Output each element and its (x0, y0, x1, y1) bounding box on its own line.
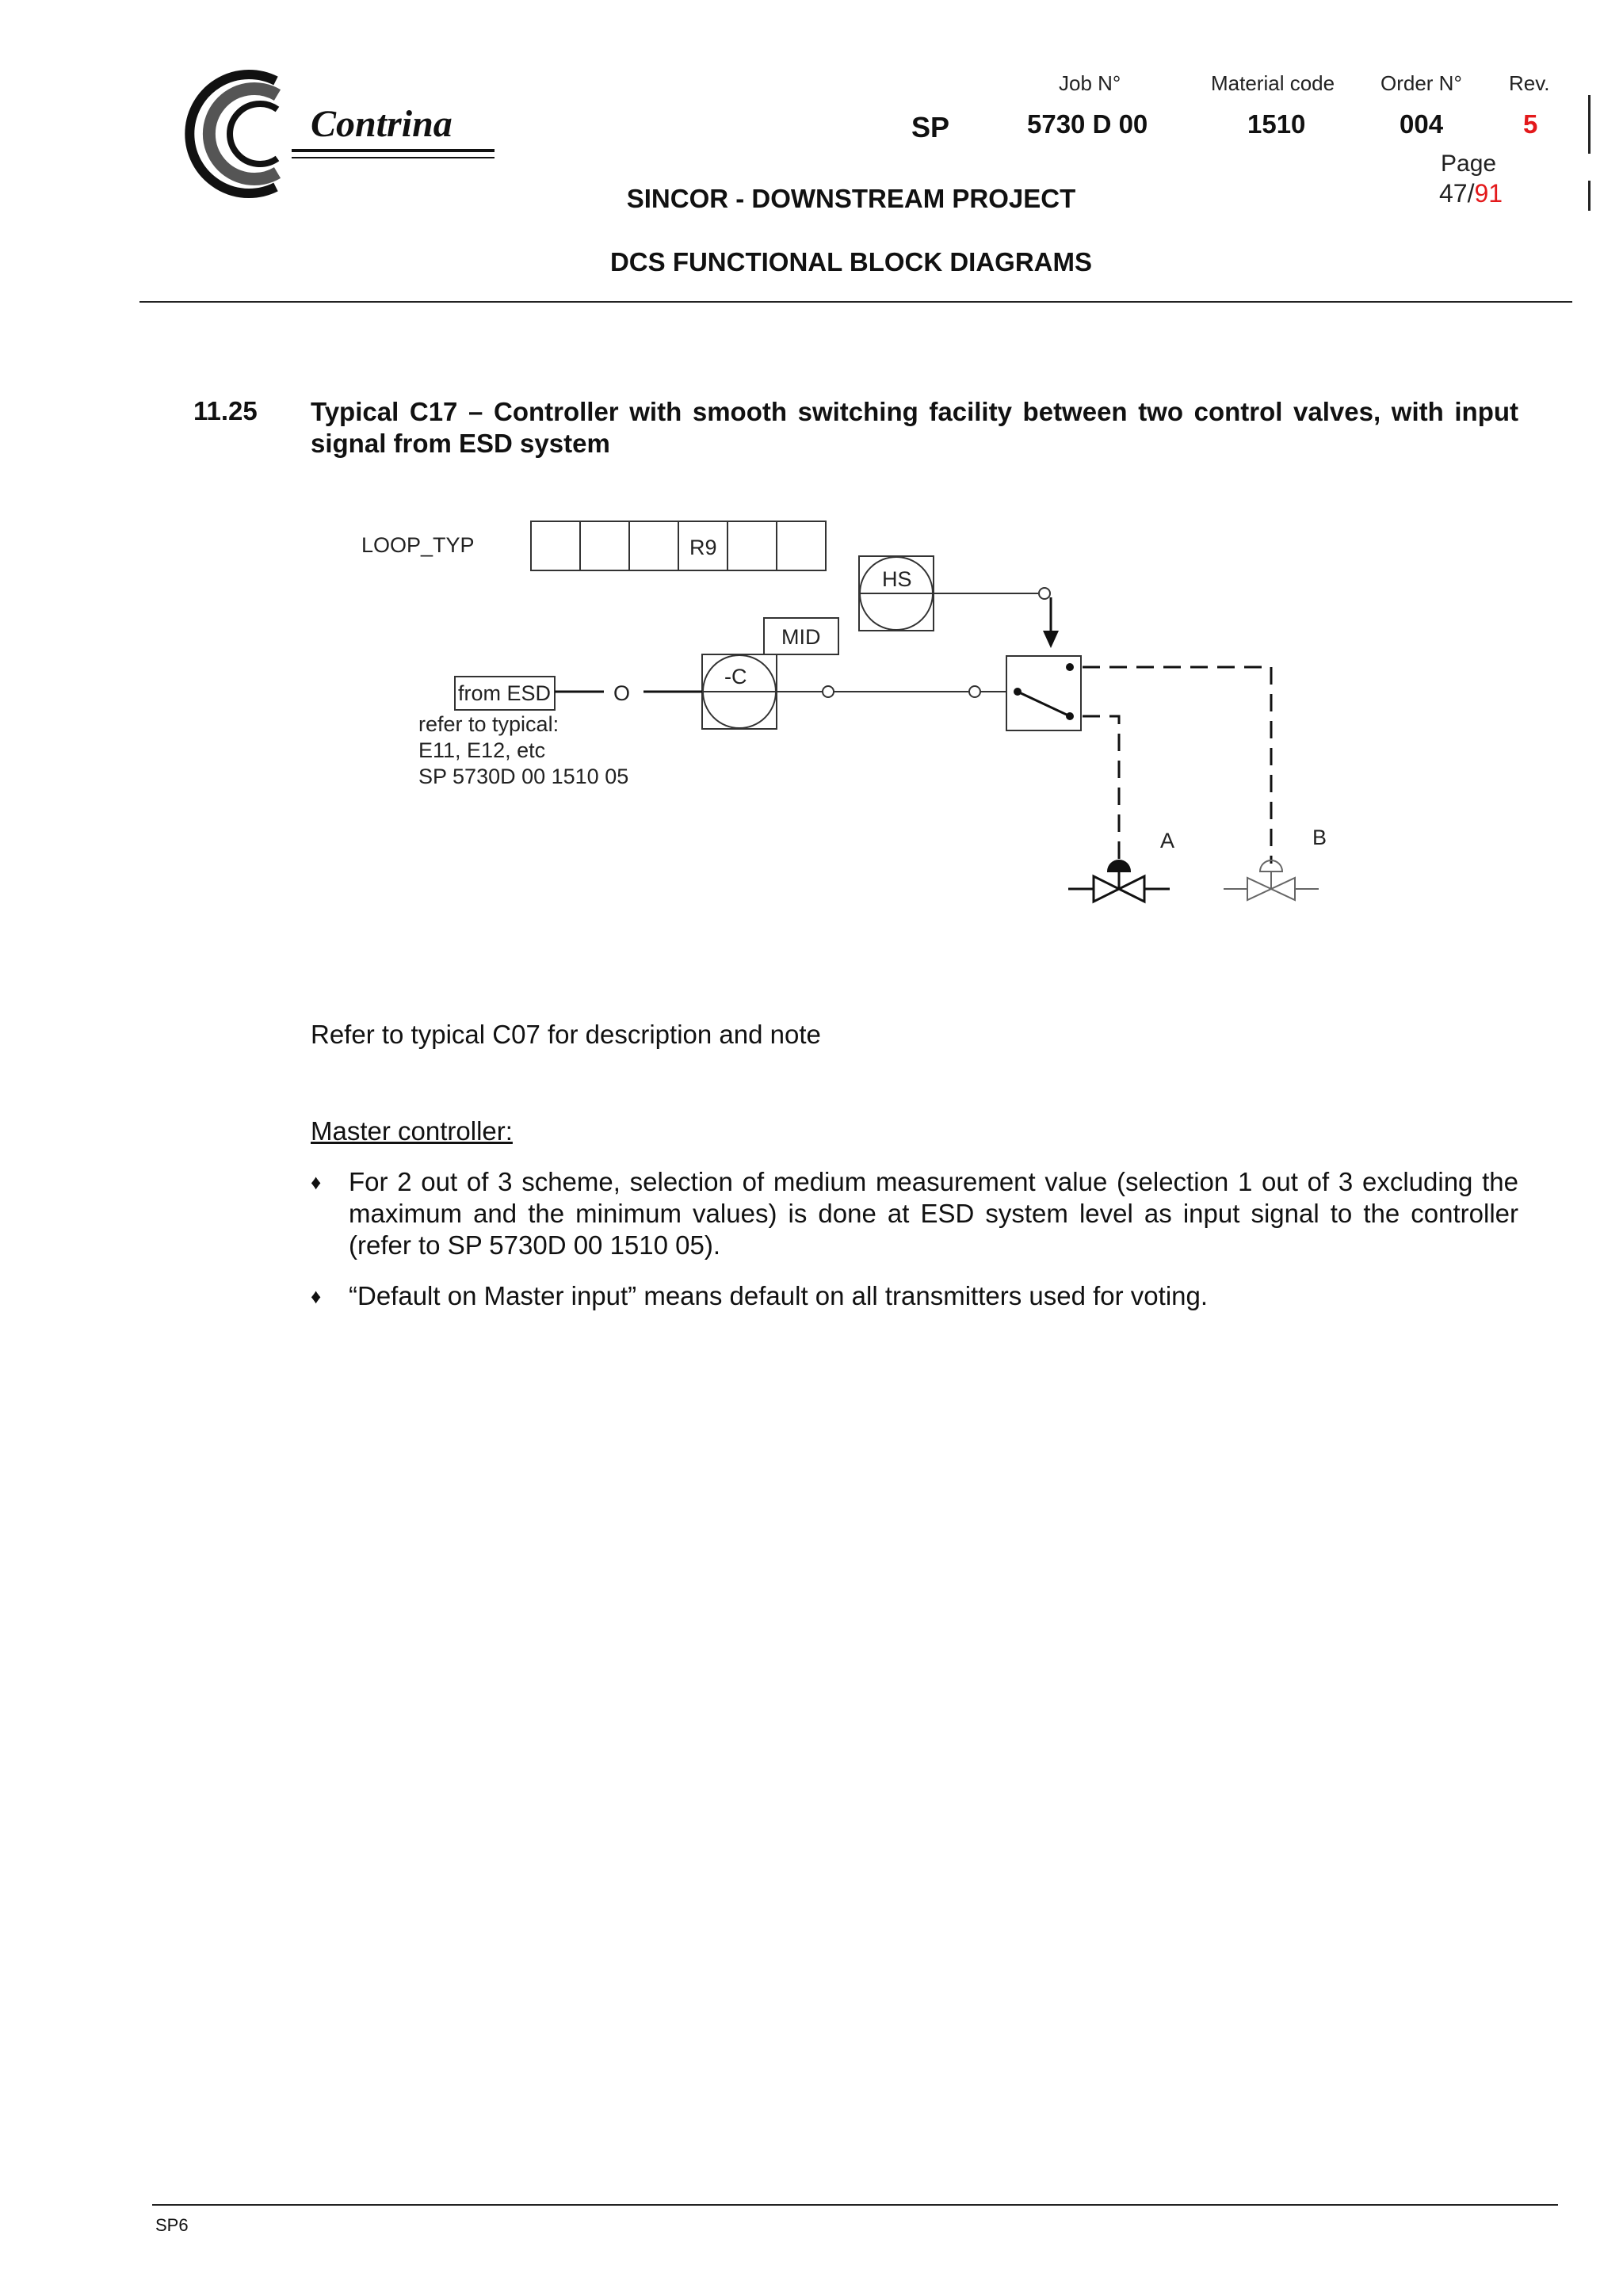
footer-code: SP6 (155, 2215, 189, 2235)
material-label: Material code (1211, 71, 1335, 95)
block-diagram (0, 491, 1623, 935)
hs-label: HS (882, 567, 912, 591)
hs-connector (1039, 588, 1050, 599)
section-number: 11.25 (193, 396, 258, 425)
company-logo (158, 67, 507, 209)
rev-number: 5 (1523, 109, 1538, 139)
mid-label: MID (781, 625, 821, 649)
section-title: Typical C17 – Controller with smooth switching facility between two control valves, with input signal from ESD system (311, 397, 1518, 458)
valve-a (1068, 860, 1170, 902)
valve-b-label: B (1312, 826, 1327, 849)
document-subtitle: DCS FUNCTIONAL BLOCK DIAGRAMS (609, 247, 1093, 277)
project-title: SINCOR - DOWNSTREAM PROJECT (626, 184, 1076, 213)
switch-terminal-b (1066, 663, 1074, 671)
revision-bar-1 (1588, 95, 1591, 154)
order-label: Order N° (1381, 71, 1462, 95)
loop-type-label: LOOP_TYP (361, 533, 475, 557)
loop-code-boxes (531, 521, 826, 570)
bullet-icon: ♦ (311, 1170, 322, 1194)
bullet-item (311, 1280, 1518, 1312)
loop-box-1 (531, 521, 580, 570)
hs-arrow-head (1043, 631, 1059, 648)
logo-underline-thin (292, 157, 495, 158)
bullet-text: “Default on Master input” means default on all transmitters used for voting. (349, 1281, 1209, 1310)
doc-type: SP (911, 111, 950, 143)
valve-b (1224, 860, 1319, 900)
logo-company-name: Contrina (311, 103, 453, 145)
page-number (1439, 179, 1503, 208)
valve-a-label: A (1160, 829, 1175, 852)
switch-input-connector (969, 686, 980, 697)
esd-o-label: O (613, 681, 631, 705)
page-current: 47/ (1439, 179, 1475, 208)
controller-label: -C (724, 665, 747, 688)
page-label: Page (1441, 151, 1497, 177)
material-code: 1510 (1247, 109, 1306, 139)
refer-line-2: E11, E12, etc (418, 738, 546, 762)
refer-note: Refer to typical C07 for description and note (311, 1020, 821, 1049)
loop-box-3 (629, 521, 678, 570)
loop-box-6 (777, 521, 826, 570)
switch-terminal-a (1066, 712, 1074, 720)
revision-bar-2 (1588, 181, 1591, 211)
bullet-text: For 2 out of 3 scheme, selection of medium measurement value (selection 1 out of 3 excluding the maximum and the minimum values) is done at ESD system level as input signal to the controller (refer to SP 5730D 00 1510 05). (349, 1167, 1518, 1260)
job-number: 5730 D 00 (1027, 109, 1148, 139)
rev-label: Rev. (1509, 71, 1550, 95)
controller-output-connector (823, 686, 834, 697)
refer-line-3: SP 5730D 00 1510 05 (418, 765, 629, 788)
order-number: 004 (1400, 109, 1444, 139)
bullet-icon: ♦ (311, 1284, 322, 1308)
loop-box-5 (727, 521, 777, 570)
logo-underline (292, 149, 495, 152)
header-rule (139, 301, 1572, 303)
page-total: 91 (1474, 179, 1503, 208)
output-b-line (1083, 667, 1271, 864)
refer-line-1: refer to typical: (418, 712, 559, 736)
bullet-item (311, 1166, 1518, 1261)
logo-arc-inner (230, 104, 277, 164)
footer-rule (152, 2204, 1558, 2206)
from-esd-label: from ESD (458, 681, 552, 705)
master-controller-heading: Master controller: (311, 1116, 513, 1146)
loop-code: R9 (689, 536, 717, 559)
job-label: Job N° (1059, 71, 1121, 95)
output-a-line (1083, 716, 1119, 864)
loop-box-2 (580, 521, 629, 570)
switch-blade (1018, 692, 1068, 715)
